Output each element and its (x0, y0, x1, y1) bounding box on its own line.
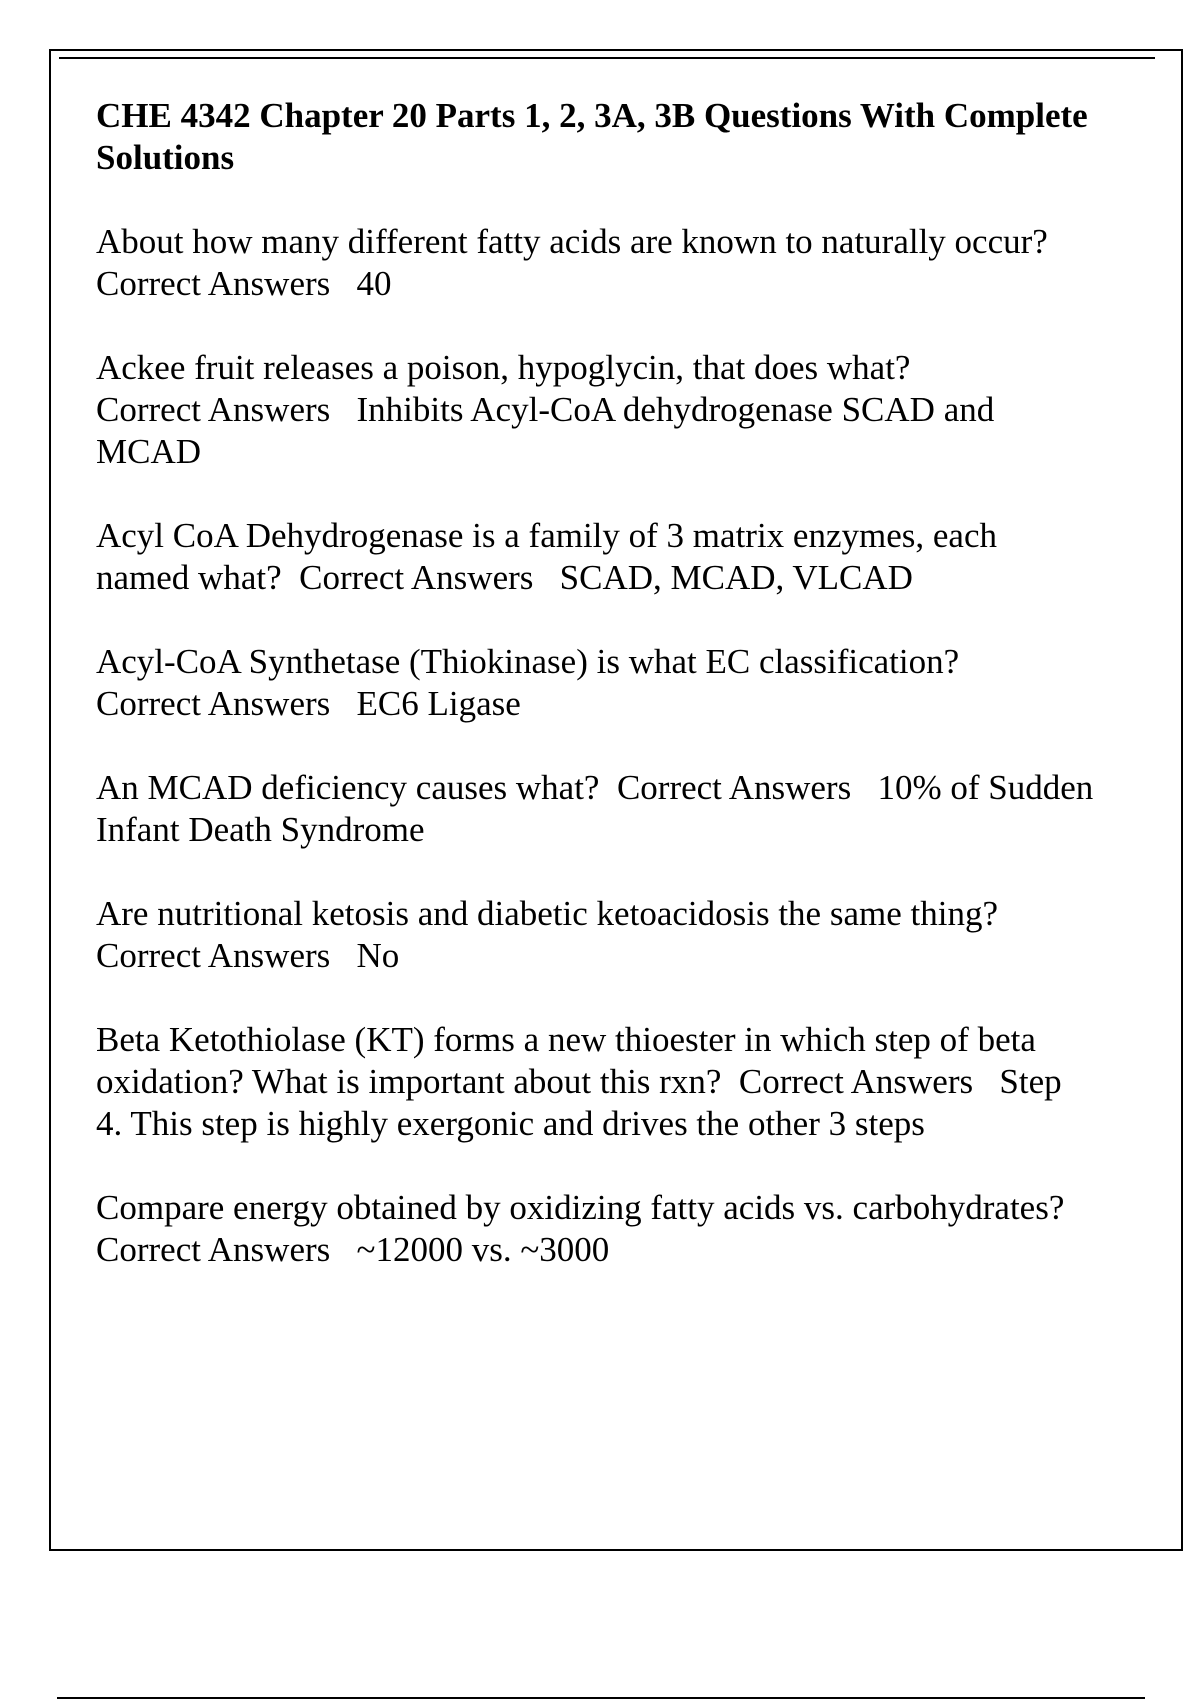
answer-label: Correct Answers (96, 936, 331, 975)
answer-text: Inhibits Acyl-CoA dehydrogenase SCAD and MCAD (96, 390, 1003, 471)
answer-label: Correct Answers (96, 684, 331, 723)
qa-entry (96, 221, 1096, 305)
question-text: Beta Ketothiolase (KT) forms a new thioester in which step of beta oxidation? What is important about this rxn? (96, 1020, 1045, 1101)
answer-label: Correct Answers (738, 1062, 974, 1101)
answer-text: 40 (356, 264, 392, 303)
answer-label: Correct Answers (299, 558, 534, 597)
answer-text: No (356, 936, 400, 975)
question-text: Are nutritional ketosis and diabetic ketoacidosis the same thing? (96, 894, 998, 933)
question-text: Ackee fruit releases a poison, hypoglycin, that does what? (96, 348, 911, 387)
answer-label: Correct Answers (96, 1230, 331, 1269)
qa-entry (96, 641, 1096, 725)
qa-entry (96, 515, 1096, 599)
frame-top-rule (59, 57, 1155, 59)
question-text: Acyl CoA Dehydrogenase is a family of 3 matrix enzymes, each named what? (96, 516, 1006, 597)
qa-entry (96, 767, 1103, 851)
qa-entry (96, 893, 1096, 977)
answer-text: ~12000 vs. ~3000 (356, 1230, 610, 1269)
question-text: About how many different fatty acids are known to naturally occur? (96, 222, 1048, 261)
qa-entry (96, 1019, 1096, 1145)
question-text: Compare energy obtained by oxidizing fatty acids vs. carbohydrates? (96, 1188, 1065, 1227)
answer-label: Correct Answers (96, 264, 331, 303)
answer-text: EC6 Ligase (356, 684, 521, 723)
answer-label: Correct Answers (616, 768, 852, 807)
qa-entry (96, 1187, 1096, 1271)
answer-label: Correct Answers (96, 390, 331, 429)
qa-entry (96, 347, 1096, 473)
answer-text: Step 4. This step is highly exergonic and drives the other 3 steps (96, 1062, 1071, 1143)
bottom-rule (57, 1697, 1145, 1699)
document-title: CHE 4342 Chapter 20 Parts 1, 2, 3A, 3B Questions With Complete Solutions (96, 96, 1088, 177)
question-text: An MCAD deficiency causes what? (96, 768, 600, 807)
document-body (96, 95, 1103, 1313)
answer-text: 10% of Sudden Infant Death Syndrome (96, 768, 1103, 849)
answer-text: SCAD, MCAD, VLCAD (559, 558, 913, 597)
question-text: Acyl-CoA Synthetase (Thiokinase) is what EC classification? (96, 642, 960, 681)
